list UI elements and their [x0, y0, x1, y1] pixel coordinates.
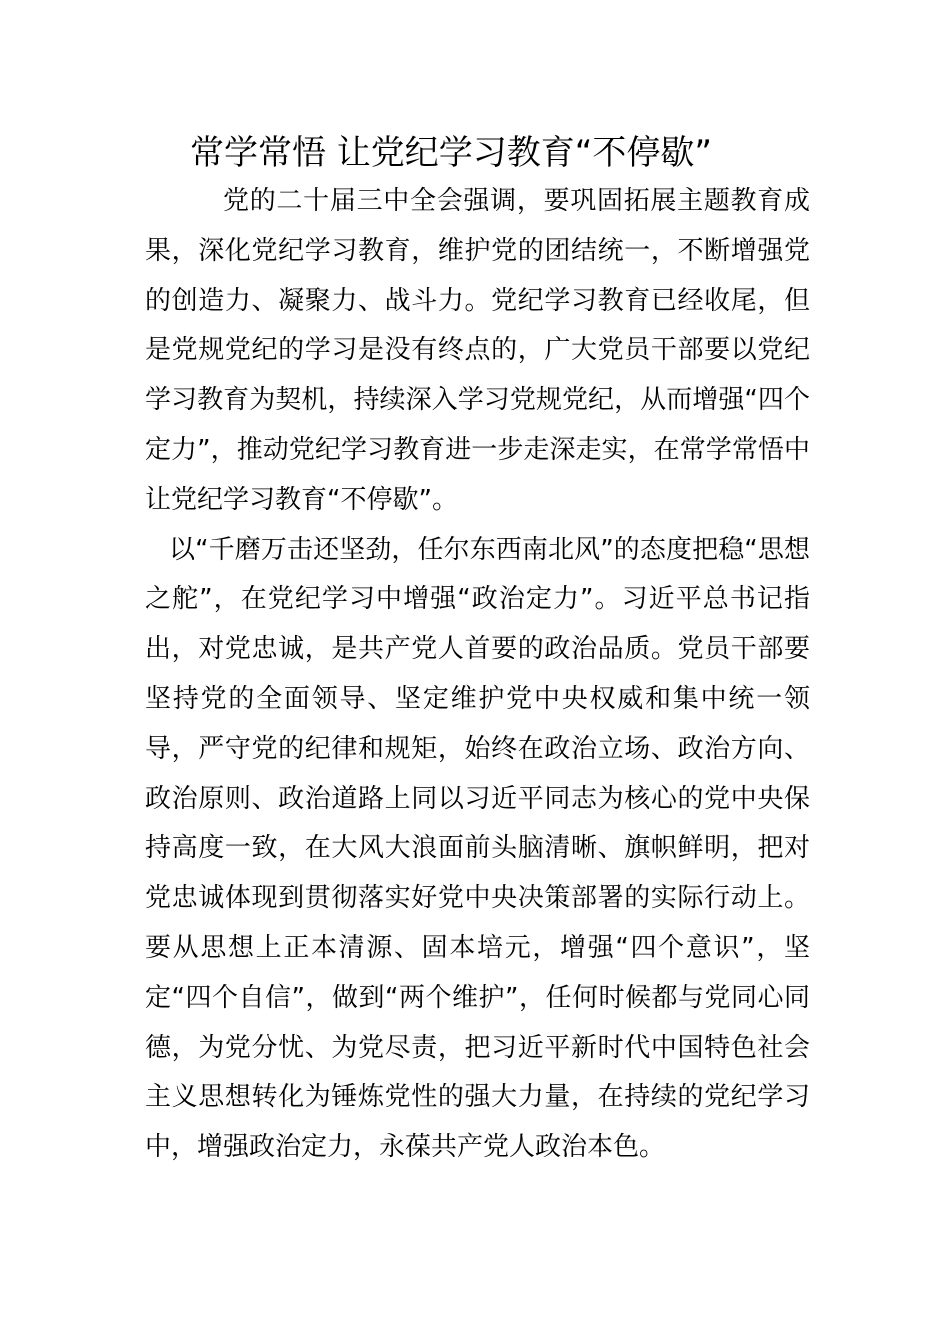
paragraph-1: 党的二十届三中全会强调，要巩固拓展主题教育成果，深化党纪学习教育，维护党的团结统一，不断增强党的创造力、凝聚力、战斗力。党纪学习教育已经收尾，但是党规党纪的学习是没有终点的，广大党员干部要以党纪学习教育为契机，持续深入学习党规党纪，从而增强“四个定力”，推动党纪学习教育进一步走深走实，在常学常悟中让党纪学习教育“不停歇”。: [145, 186, 810, 515]
paragraph-2: 以“千磨万击还坚劲，任尔东西南北风”的态度把稳“思想之舵”，在党纪学习中增强“政治定力”。习近平总书记指出，对党忠诚，是共产党人首要的政治品质。党员干部要坚持党的全面领导、坚定维护党中央权威和集中统一领导，严守党的纪律和规矩，始终在政治立场、政治方向、政治原则、政治道路上同以习近平同志为核心的党中央保持高度一致，在大风大浪面前头脑清晰、旗帜鲜明，把对党忠诚体现到贯彻落实好党中央决策部署的实际行动上。要从思想上正本清源、固本培元，增强“四个意识”，坚定“四个自信”，做到“两个维护”，任何时候都与党同心同德，为党分忧、为党尽责，把习近平新时代中国特色社会主义思想转化为锤炼党性的强大力量，在持续的党纪学习中，增强政治定力，永葆共产党人政治本色。: [145, 534, 810, 1163]
document-title: 常学常悟 让党纪学习教育“不停歇”: [190, 133, 713, 173]
document-body: [145, 177, 810, 1173]
